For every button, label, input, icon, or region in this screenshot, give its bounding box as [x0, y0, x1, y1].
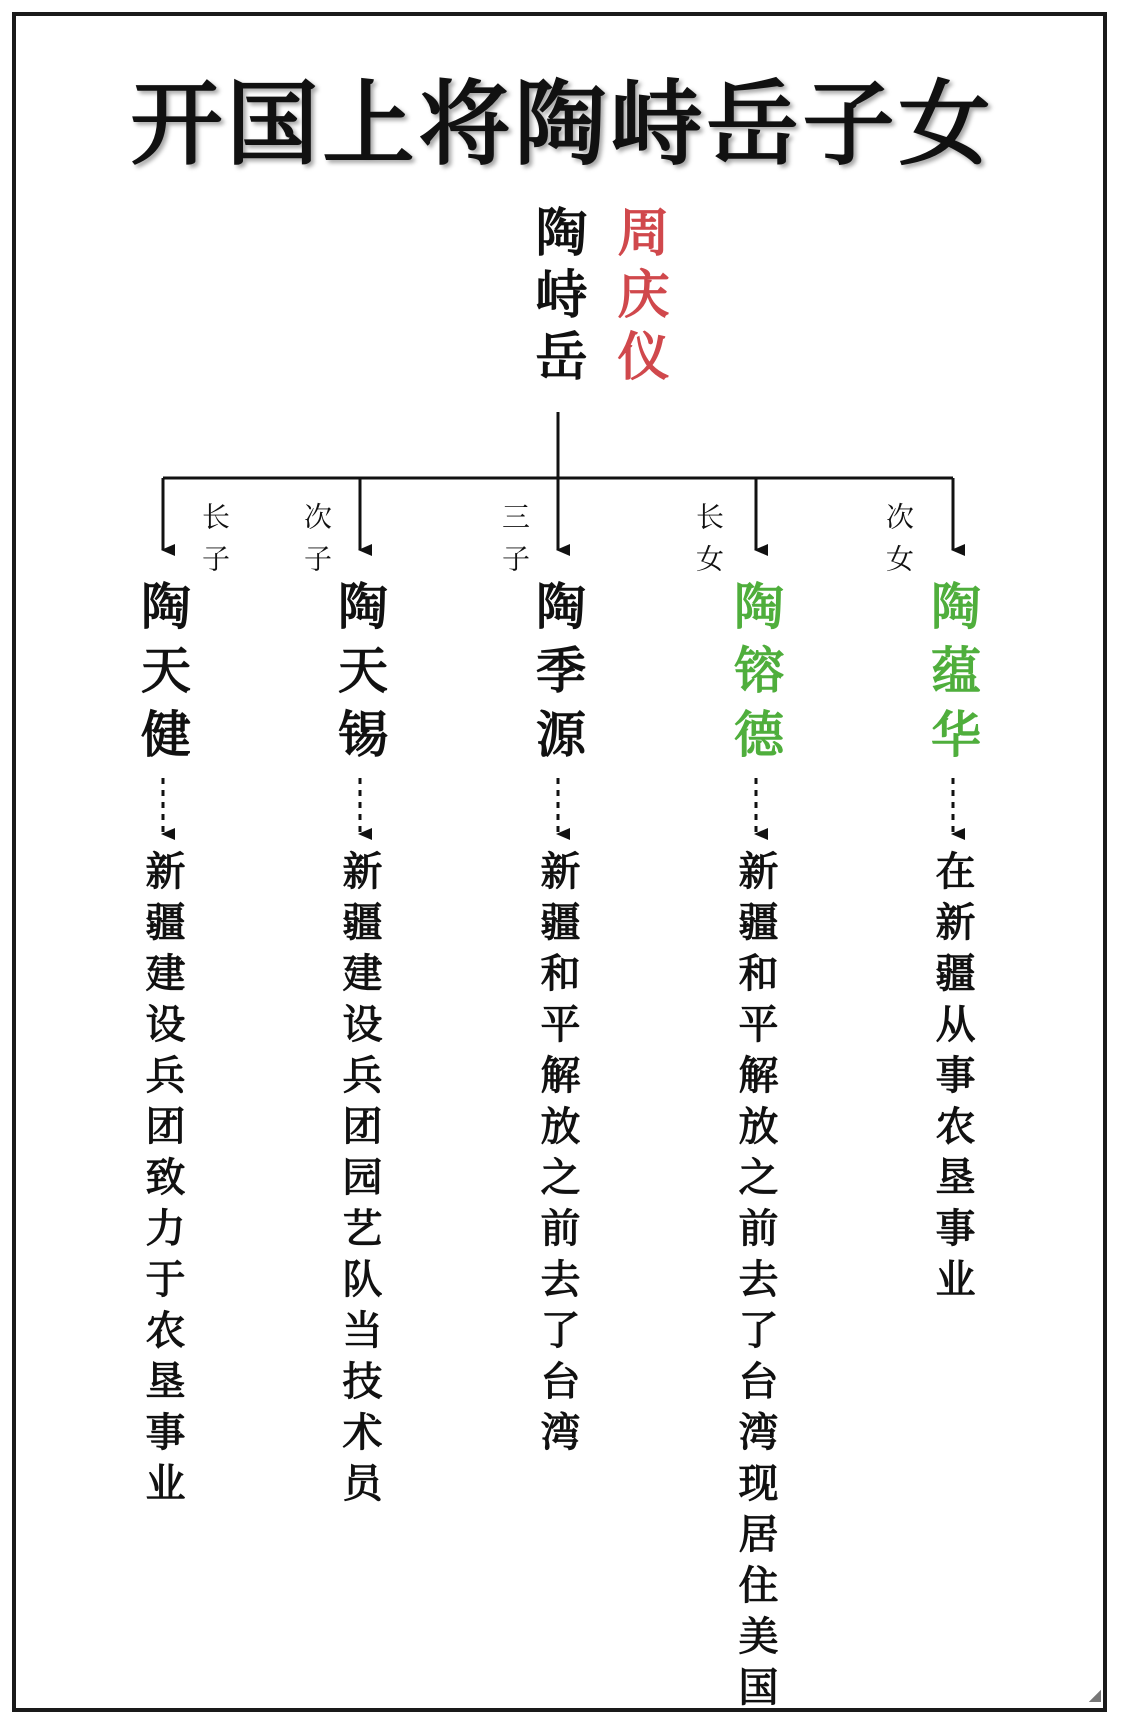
child-name-4: 陶镕德 — [726, 580, 784, 772]
child-role-5: 次女 — [882, 502, 915, 586]
child-name-3: 陶季源 — [528, 580, 586, 772]
mother-name: 周庆仪 — [608, 205, 668, 391]
child-name-5: 陶蕴华 — [923, 580, 981, 772]
child-name-2: 陶天锡 — [330, 580, 388, 772]
child-description-3: 新疆和平解放之前去了台湾 — [534, 850, 580, 1462]
child-role-1: 长子 — [198, 502, 231, 586]
child-name-1: 陶天健 — [133, 580, 191, 772]
child-description-5: 在新疆从事农垦事业 — [929, 850, 975, 1309]
child-description-1: 新疆建设兵团致力于农垦事业 — [139, 850, 185, 1513]
child-description-4: 新疆和平解放之前去了台湾现居住美国 — [732, 850, 778, 1717]
father-name: 陶峙岳 — [526, 205, 586, 391]
resize-corner-icon: ◢ — [1088, 1685, 1101, 1704]
page-title: 开国上将陶峙岳子女 — [130, 70, 995, 178]
child-role-3: 三子 — [498, 502, 531, 586]
child-description-2: 新疆建设兵团园艺队当技术员 — [336, 850, 382, 1513]
child-role-4: 长女 — [692, 502, 725, 586]
child-role-2: 次子 — [300, 502, 333, 586]
